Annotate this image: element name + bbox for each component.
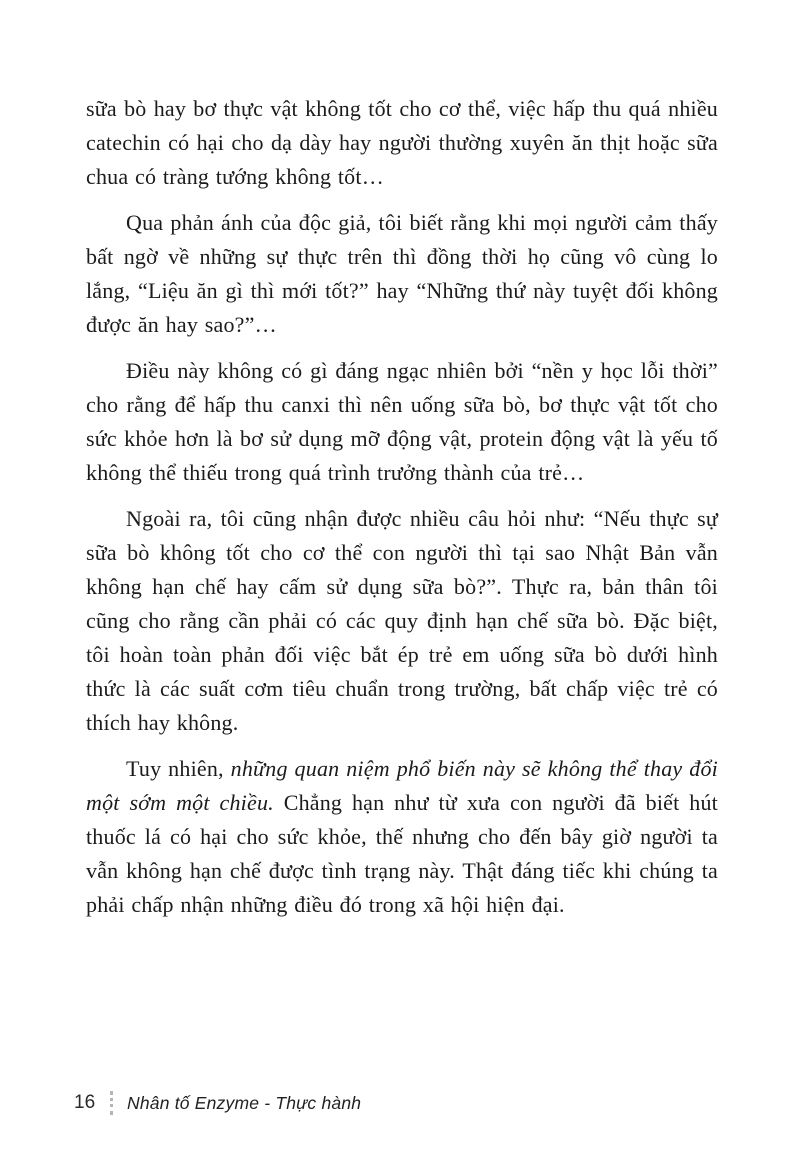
paragraph-continuation: sữa bò hay bơ thực vật không tốt cho cơ thể, việc hấp thu quá nhiều catechin có hại cho dạ dày hay người thường xuyên ăn thịt hoặc sữa chua có tràng tướng không tốt…	[86, 96, 718, 189]
page-footer	[74, 1088, 361, 1118]
text-segment: Tuy nhiên,	[126, 756, 231, 781]
body-text	[86, 92, 718, 934]
text-segment: Chẳng hạn như từ xưa con người đã biết hút thuốc lá có hại cho sức khỏe, thế nhưng cho đến bây giờ người ta vẫn không hạn chế được tình trạng này. Thật đáng tiếc khi chúng ta phải chấp nhận những điều đó trong xã hội hiện đại.	[86, 790, 718, 917]
paragraph: Ngoài ra, tôi cũng nhận được nhiều câu hỏi như: “Nếu thực sự sữa bò không tốt cho cơ thể con người thì tại sao Nhật Bản vẫn không hạn chế hay cấm sử dụng sữa bò?”. Thực ra, bản thân tôi cũng cho rằng cần phải có các quy định hạn chế sữa bò. Đặc biệt, tôi hoàn toàn phản đối việc bắt ép trẻ em uống sữa bò dưới hình thức là các suất cơm tiêu chuẩn trong trường, bất chấp việc trẻ có thích hay không.	[86, 506, 718, 735]
paragraph	[86, 752, 718, 922]
text-segment-italic: những quan niệm phổ biến này sẽ không thể thay đổi một sớm một chiều.	[86, 756, 718, 815]
paragraph: Điều này không có gì đáng ngạc nhiên bởi “nền y học lỗi thời” cho rằng để hấp thu canxi thì nên uống sữa bò, bơ thực vật tốt cho sức khỏe hơn là bơ sử dụng mỡ động vật, protein động vật là yếu tố không thể thiếu trong quá trình trưởng thành của trẻ…	[86, 358, 718, 485]
footer-dotted-separator	[110, 1091, 113, 1115]
book-title: Nhân tố Enzyme - Thực hành	[127, 1092, 362, 1113]
page-number: 16	[74, 1092, 96, 1113]
paragraph: Qua phản ánh của độc giả, tôi biết rằng khi mọi người cảm thấy bất ngờ về những sự thực trên thì đồng thời họ cũng vô cùng lo lắng, “Liệu ăn gì thì mới tốt?” hay “Những thứ này tuyệt đối không được ăn hay sao?”…	[86, 210, 718, 337]
